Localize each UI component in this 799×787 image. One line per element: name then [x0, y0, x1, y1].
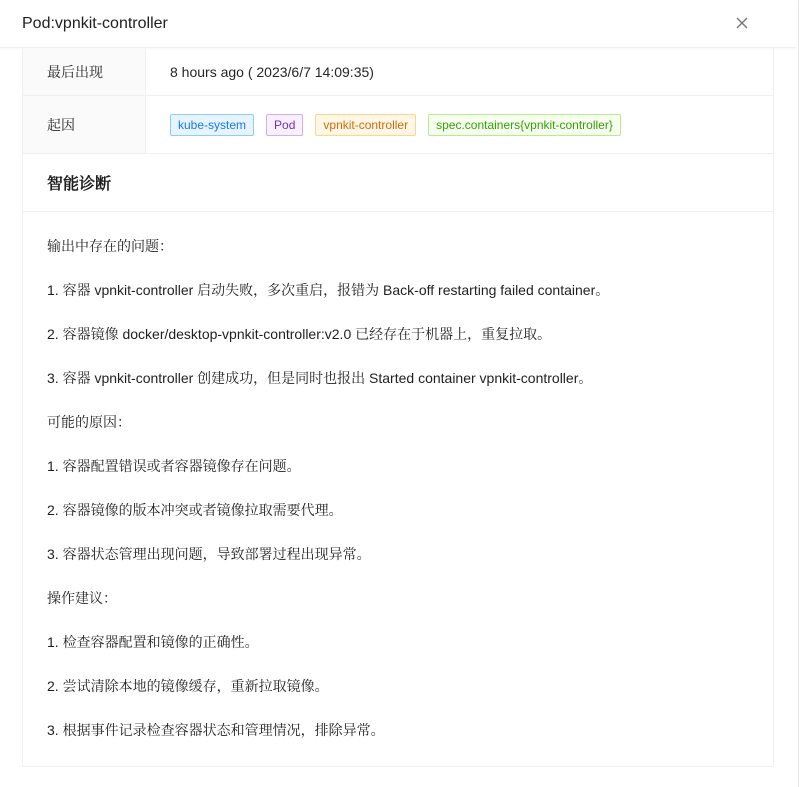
- diagnosis-card: [22, 154, 774, 767]
- diagnosis-line: 1. 检查容器配置和镜像的正确性。: [47, 634, 259, 650]
- last-seen-row: [23, 48, 773, 96]
- diagnosis-line: 可能的原因：: [47, 414, 131, 430]
- diagnosis-line: 2. 容器镜像 docker/desktop-vpnkit-controller:v2.0 已经存在于机器上，重复拉取。: [47, 326, 552, 342]
- diagnosis-line: 2. 尝试清除本地的镜像缓存，重新拉取镜像。: [47, 678, 329, 694]
- close-button[interactable]: [732, 13, 752, 33]
- diagnosis-line: 1. 容器配置错误或者容器镜像存在问题。: [47, 458, 301, 474]
- close-icon: [736, 17, 748, 29]
- cause-label: 起因: [23, 96, 146, 153]
- drawer-title: Pod:vpnkit-controller: [22, 14, 168, 32]
- cause-tags: [146, 96, 773, 153]
- event-descriptions: [22, 48, 774, 154]
- diagnosis-line: 3. 容器状态管理出现问题，导致部署过程出现异常。: [47, 546, 371, 562]
- diagnosis-line: 1. 容器 vpnkit-controller 启动失败，多次重启，报错为 Back-off restarting failed container。: [47, 282, 610, 298]
- diagnosis-line: 操作建议：: [47, 590, 117, 606]
- tag-name: vpnkit-controller: [315, 114, 416, 136]
- diagnosis-body: [23, 212, 773, 766]
- drawer-content: [22, 48, 774, 767]
- diagnosis-line: 3. 容器 vpnkit-controller 创建成功，但是同时也报出 Started container vpnkit-controller。: [47, 370, 593, 386]
- drawer-header: [0, 0, 796, 48]
- diagnosis-title: 智能诊断: [23, 154, 773, 212]
- tag-namespace: kube-system: [170, 114, 254, 136]
- cause-row: [23, 96, 773, 153]
- diagnosis-line: 2. 容器镜像的版本冲突或者镜像拉取需要代理。: [47, 502, 343, 518]
- last-seen-label: 最后出现: [23, 48, 146, 95]
- tag-field-path: spec.containers{vpnkit-controller}: [428, 114, 621, 136]
- diagnosis-line: 3. 根据事件记录检查容器状态和管理情况，排除异常。: [47, 722, 385, 738]
- tag-kind: Pod: [266, 114, 303, 136]
- diagnosis-line: 输出中存在的问题：: [47, 238, 173, 254]
- last-seen-value: 8 hours ago ( 2023/6/7 14:09:35): [170, 63, 374, 80]
